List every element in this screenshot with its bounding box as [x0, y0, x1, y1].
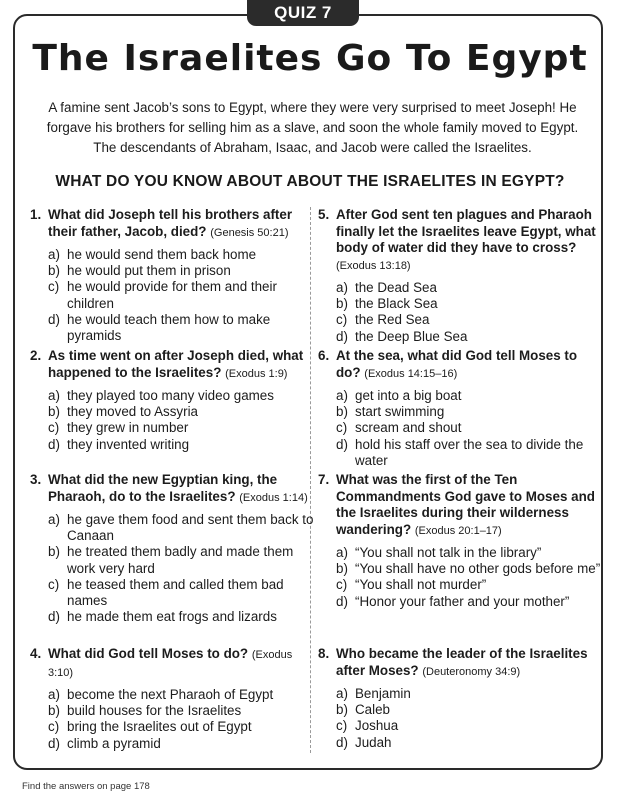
answer-option: d) Judah [336, 734, 392, 750]
answer-option: c) Joshua [336, 718, 399, 734]
question-5 [318, 207, 603, 345]
answer-option: a) Benjamin [336, 686, 411, 701]
answer-option: a) he would send them back home [48, 247, 257, 262]
scripture-reference: (Deuteronomy 34:9) [422, 665, 521, 678]
scripture-reference: (Exodus 3:10) [48, 649, 293, 679]
question-text: What did God tell Moses to do? [48, 646, 249, 661]
question-number: 3. [30, 472, 42, 487]
quiz-label: QUIZ 7 [247, 0, 359, 26]
scripture-reference: (Exodus 1:14) [239, 491, 308, 504]
answer-option: b) “You shall have no other gods before me” [336, 561, 601, 577]
answer-option: d) he would teach them how to make pyramids [48, 311, 271, 344]
answer-option: a) the Dead Sea [336, 280, 437, 295]
answer-option: d) he made them eat frogs and lizards [48, 609, 277, 625]
answer-option: b) start swimming [336, 404, 445, 420]
answer-option: c) “You shall not murder” [336, 577, 487, 593]
question-number: 2. [30, 348, 42, 363]
question-text: After God sent ten plagues and Pharaoh finally let the Israelites leave Egypt, what body of water did they have to cross? [336, 207, 596, 255]
question-number: 5. [318, 207, 330, 222]
question-text: What did Joseph tell his brothers after their father, Jacob, died? [48, 207, 293, 239]
answer-option: a) get into a big boat [336, 388, 462, 403]
question-3 [30, 472, 315, 625]
answer-option: a) they played too many video games [48, 388, 274, 403]
page-title: The Israelites Go To Egypt [32, 38, 588, 79]
answer-option: a) become the next Pharaoh of Egypt [48, 687, 274, 702]
answer-option: b) he treated them badly and made them work very hard [48, 544, 294, 576]
answer-option: b) the Black Sea [336, 296, 438, 312]
question-8 [318, 646, 603, 751]
answer-option: c) scream and shout [336, 420, 462, 436]
question-4 [30, 646, 315, 752]
answer-option: a) “You shall not talk in the library” [336, 545, 542, 560]
answer-option: d) they invented writing [48, 436, 190, 452]
question-number: 8. [318, 646, 330, 661]
answer-option: c) bring the Israelites out of Egypt [48, 719, 252, 735]
question-text: Who became the leader of the Israelites after Moses? [336, 646, 588, 678]
answer-option: d) the Deep Blue Sea [336, 328, 468, 344]
scripture-reference: (Exodus 20:1–17) [414, 524, 502, 537]
answer-option: b) Caleb [336, 702, 390, 718]
answer-option: b) build houses for the Israelites [48, 703, 242, 719]
question-text: What was the first of the Ten Commandments God gave to Moses and the Israelites during their wilderness wandering? [336, 472, 595, 537]
question-number: 7. [318, 472, 330, 487]
answer-option: b) he would put them in prison [48, 263, 231, 279]
scripture-reference: (Exodus 14:15–16) [364, 367, 458, 380]
question-text: At the sea, what did God tell Moses to do? [336, 348, 578, 380]
answer-option: b) they moved to Assyria [48, 404, 198, 420]
question-2 [30, 348, 315, 453]
question-text: What did the new Egyptian king, the Pharaoh, do to the Israelites? [48, 472, 278, 504]
question-text: As time went on after Joseph died, what happened to the Israelites? [48, 348, 304, 380]
section-heading: WHAT DO YOU KNOW ABOUT ABOUT THE ISRAELITES IN EGYPT? [55, 173, 565, 190]
scripture-reference: (Genesis 50:21) [210, 226, 289, 239]
question-number: 1. [30, 207, 42, 222]
intro-paragraph: A famine sent Jacob’s sons to Egypt, where they were very surprised to meet Joseph! He forgave his brothers for selling him as a slave, and soon the whole family moved to Egypt. The descendants of Abraham, Isaac, and Jacob were called the Israelites. [46, 100, 579, 155]
answer-option: c) he would provide for them and their children [48, 279, 277, 311]
question-6 [318, 348, 603, 469]
scripture-reference: (Exodus 1:9) [225, 367, 288, 380]
answer-option: a) he gave them food and sent them back to Canaan [48, 512, 314, 544]
answer-option: d) “Honor your father and your mother” [336, 593, 570, 609]
answer-option: c) they grew in number [48, 420, 189, 436]
question-7 [318, 472, 603, 610]
answer-option: d) climb a pyramid [48, 735, 161, 751]
question-1 [30, 207, 315, 344]
scripture-reference: (Exodus 13:18) [336, 259, 411, 272]
question-number: 6. [318, 348, 330, 363]
answer-option: c) the Red Sea [336, 312, 430, 328]
question-number: 4. [30, 646, 42, 661]
answer-option: c) he teased them and called them bad names [48, 576, 284, 609]
answer-option: d) hold his staff over the sea to divide the water [336, 436, 584, 468]
answers-footnote: Find the answers on page 178 [22, 781, 150, 792]
